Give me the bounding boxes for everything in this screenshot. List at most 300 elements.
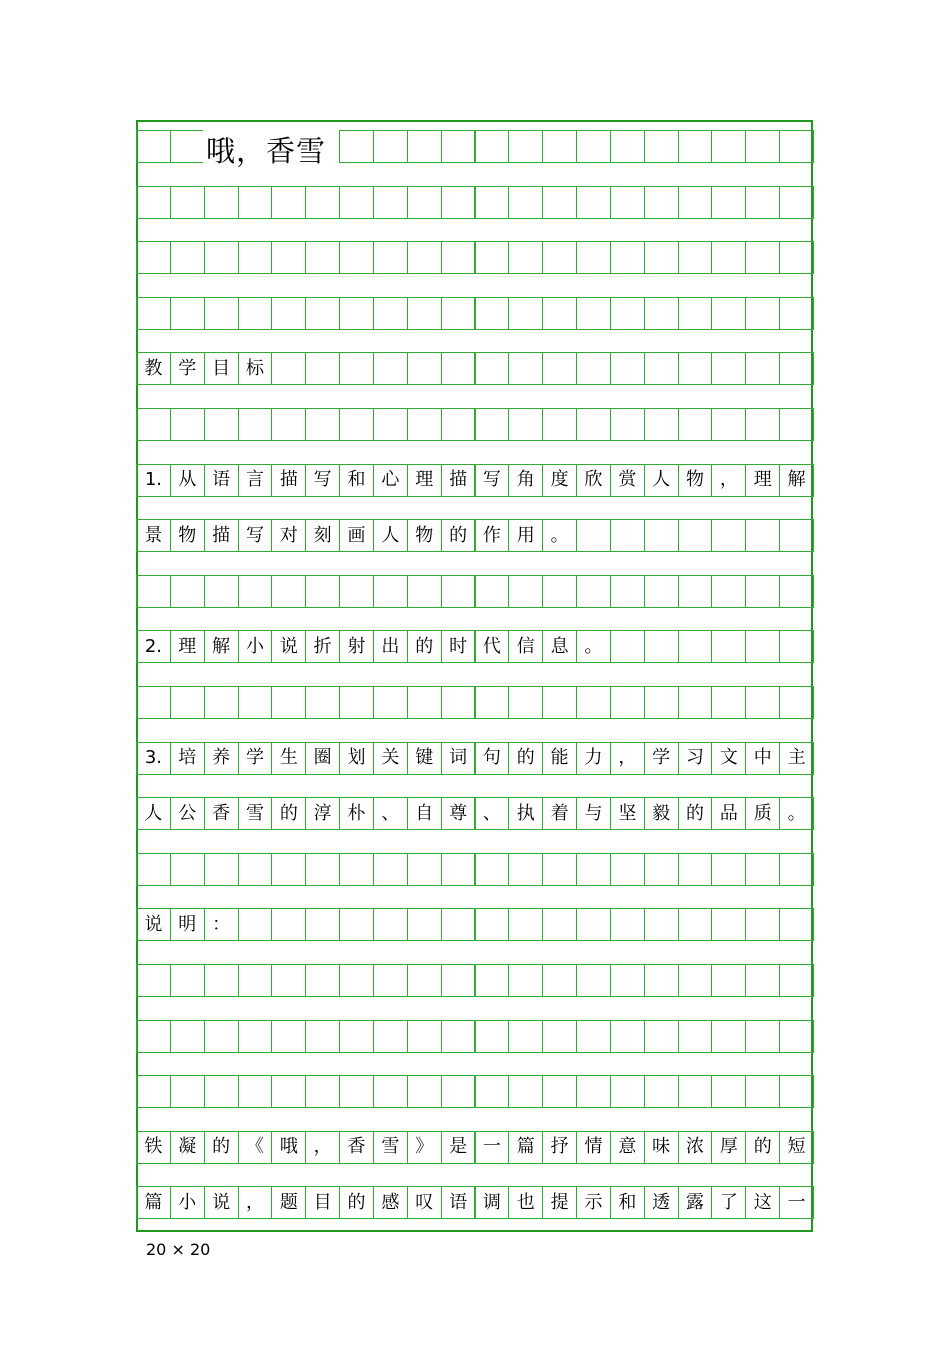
grid-cell: 一: [779, 1186, 814, 1219]
grid-cell: [745, 130, 780, 163]
grid-cell: [475, 1075, 510, 1108]
grid-cell: [779, 241, 814, 274]
grid-cell: [711, 186, 746, 219]
grid-cell: [711, 297, 746, 330]
grid-cell: [678, 519, 713, 552]
grid-cell: [745, 1020, 780, 1053]
grid-cell: 折: [305, 630, 340, 663]
grid-cell: [711, 575, 746, 608]
grid-cell: [170, 408, 205, 441]
grid-cell: [542, 130, 577, 163]
grid-cell: [779, 130, 814, 163]
grid-cell: [475, 241, 510, 274]
grid-cell: 写: [475, 464, 510, 497]
grid-cell: [542, 297, 577, 330]
grid-cell: 调: [475, 1186, 510, 1219]
grid-cell: 提: [542, 1186, 577, 1219]
grid-cell: 味: [644, 1131, 679, 1164]
grid-cell: [407, 686, 442, 719]
grid-cell: [576, 575, 611, 608]
grid-cell: [542, 964, 577, 997]
grid-cell: 厚: [711, 1131, 746, 1164]
grid-cell: 哦: [271, 1131, 306, 1164]
grid-cell: [508, 853, 543, 886]
grid-cell: [305, 1020, 340, 1053]
grid-cell: 度: [542, 464, 577, 497]
grid-cell: [576, 352, 611, 385]
grid-cell: [576, 964, 611, 997]
grid-cell: [610, 519, 645, 552]
grid-cell: [441, 408, 476, 441]
grid-cell: [407, 1075, 442, 1108]
grid-cell: [610, 1075, 645, 1108]
grid-cell: [271, 352, 306, 385]
grid-cell: [576, 241, 611, 274]
grid-cell: 朴: [339, 797, 374, 830]
grid-cell: 的: [678, 797, 713, 830]
grid-cell: 角: [508, 464, 543, 497]
grid-cell: [644, 630, 679, 663]
grid-cell: [644, 130, 679, 163]
grid-cell: [644, 1075, 679, 1108]
grid-cell: [441, 241, 476, 274]
grid-cell: 关: [373, 742, 408, 775]
grid-cell: [678, 630, 713, 663]
grid-cell: [170, 575, 205, 608]
grid-cell: [271, 686, 306, 719]
grid-cell: 质: [745, 797, 780, 830]
grid-cell: [711, 130, 746, 163]
grid-cell: 人: [373, 519, 408, 552]
grid-cell: [779, 519, 814, 552]
grid-cell: 铁: [136, 1131, 171, 1164]
grid-cell: [305, 686, 340, 719]
grid-cell: [238, 686, 273, 719]
grid-cell: 人: [136, 797, 171, 830]
grid-cell: 和: [610, 1186, 645, 1219]
grid-cell: [407, 575, 442, 608]
grid-cell: [373, 1075, 408, 1108]
grid-cell: [238, 1020, 273, 1053]
grid-cell: 目: [204, 352, 239, 385]
grid-cell: [204, 964, 239, 997]
grid-cell: 物: [678, 464, 713, 497]
grid-cell: [678, 908, 713, 941]
grid-cell: [711, 630, 746, 663]
grid-cell: [271, 186, 306, 219]
grid-cell: [407, 908, 442, 941]
grid-cell: 《: [238, 1131, 273, 1164]
grid-cell: [711, 1075, 746, 1108]
grid-cell: [441, 130, 476, 163]
grid-cell: [779, 297, 814, 330]
grid-cell: [204, 408, 239, 441]
grid-cell: [373, 352, 408, 385]
grid-cell: [678, 241, 713, 274]
grid-cell: [610, 575, 645, 608]
grid-cell: 圈: [305, 742, 340, 775]
grid-cell: [238, 186, 273, 219]
grid-cell: 用: [508, 519, 543, 552]
grid-cell: [678, 130, 713, 163]
grid-cell: [678, 352, 713, 385]
grid-cell: 感: [373, 1186, 408, 1219]
grid-cell: 的: [271, 797, 306, 830]
grid-cell: 说: [271, 630, 306, 663]
grid-cell: [373, 575, 408, 608]
grid-cell: [576, 686, 611, 719]
grid-cell: 息: [542, 630, 577, 663]
grid-cell: 习: [678, 742, 713, 775]
grid-cell: [441, 352, 476, 385]
grid-cell: [441, 686, 476, 719]
grid-cell: 力: [576, 742, 611, 775]
grid-cell: [508, 130, 543, 163]
grid-cell: [644, 908, 679, 941]
grid-cell: [271, 908, 306, 941]
grid-cell: 学: [170, 352, 205, 385]
grid-cell: [678, 853, 713, 886]
grid-cell: [644, 241, 679, 274]
grid-cell: 能: [542, 742, 577, 775]
grid-cell: 毅: [644, 797, 679, 830]
grid-cell: [339, 908, 374, 941]
grid-cell: 语: [441, 1186, 476, 1219]
grid-cell: 公: [170, 797, 205, 830]
grid-cell: [745, 686, 780, 719]
grid-cell: [475, 686, 510, 719]
grid-cell: [508, 408, 543, 441]
grid-cell: [508, 1075, 543, 1108]
grid-cell: [711, 964, 746, 997]
grid-cell: [711, 908, 746, 941]
grid-cell: [441, 1020, 476, 1053]
grid-cell: [779, 575, 814, 608]
grid-size-label: 20 × 20: [146, 1240, 211, 1259]
grid-cell: [238, 908, 273, 941]
grid-cell: [745, 352, 780, 385]
grid-cell: [170, 297, 205, 330]
grid-cell: 执: [508, 797, 543, 830]
grid-cell: [373, 408, 408, 441]
grid-cell: [576, 908, 611, 941]
grid-cell: 的: [508, 742, 543, 775]
grid-cell: [745, 297, 780, 330]
grid-cell: [373, 908, 408, 941]
grid-cell: 叹: [407, 1186, 442, 1219]
grid-cell: [170, 186, 205, 219]
grid-cell: 雪: [373, 1131, 408, 1164]
grid-cell: 言: [238, 464, 273, 497]
grid-cell: [508, 352, 543, 385]
grid-cell: [711, 241, 746, 274]
grid-cell: 篇: [508, 1131, 543, 1164]
grid-cell: [441, 1075, 476, 1108]
grid-cell: [576, 297, 611, 330]
grid-cell: 理: [170, 630, 205, 663]
grid-cell: [644, 186, 679, 219]
grid-cell: [644, 575, 679, 608]
grid-cell: 语: [204, 464, 239, 497]
grid-cell: [204, 686, 239, 719]
grid-cell: [542, 352, 577, 385]
grid-cell: [271, 964, 306, 997]
grid-cell: [305, 853, 340, 886]
grid-cell: [475, 297, 510, 330]
grid-cell: [271, 1020, 306, 1053]
grid-cell: [339, 241, 374, 274]
grid-cell: [711, 1020, 746, 1053]
grid-cell: 句: [475, 742, 510, 775]
grid-cell: [339, 352, 374, 385]
grid-cell: [508, 1020, 543, 1053]
grid-cell: [373, 186, 408, 219]
grid-cell: [610, 1020, 645, 1053]
grid-cell: [475, 352, 510, 385]
grid-cell: 2.: [136, 630, 171, 663]
grid-cell: [305, 964, 340, 997]
grid-cell: [678, 575, 713, 608]
grid-cell: 一: [475, 1131, 510, 1164]
grid-cell: [779, 630, 814, 663]
grid-cell: [610, 908, 645, 941]
grid-cell: 。: [779, 797, 814, 830]
grid-cell: 主: [779, 742, 814, 775]
grid-cell: [610, 130, 645, 163]
grid-cell: ，: [305, 1131, 340, 1164]
grid-cell: ：: [204, 908, 239, 941]
grid-cell: [644, 1020, 679, 1053]
grid-cell: [542, 686, 577, 719]
grid-cell: [678, 964, 713, 997]
grid-cell: [576, 519, 611, 552]
grid-cell: [407, 130, 442, 163]
grid-cell: [136, 575, 171, 608]
grid-cell: [475, 908, 510, 941]
grid-cell: ，: [238, 1186, 273, 1219]
grid-cell: [678, 1075, 713, 1108]
grid-cell: 物: [170, 519, 205, 552]
grid-cell: [441, 964, 476, 997]
grid-cell: 透: [644, 1186, 679, 1219]
grid-cell: 对: [271, 519, 306, 552]
grid-cell: [678, 686, 713, 719]
grid-cell: [644, 297, 679, 330]
grid-cell: 这: [745, 1186, 780, 1219]
grid-cell: [508, 297, 543, 330]
grid-cell: [610, 964, 645, 997]
grid-cell: [441, 908, 476, 941]
grid-cell: 明: [170, 908, 205, 941]
grid-cell: [339, 186, 374, 219]
grid-cell: [170, 686, 205, 719]
grid-cell: [204, 241, 239, 274]
grid-cell: [204, 297, 239, 330]
grid-cell: 信: [508, 630, 543, 663]
grid-cell: [610, 186, 645, 219]
grid-cell: 小: [170, 1186, 205, 1219]
grid-cell: [136, 964, 171, 997]
grid-cell: [745, 408, 780, 441]
grid-cell: [441, 853, 476, 886]
grid-cell: [745, 853, 780, 886]
grid-cell: 写: [305, 464, 340, 497]
grid-cell: 3.: [136, 742, 171, 775]
grid-cell: 短: [779, 1131, 814, 1164]
grid-cell: [508, 575, 543, 608]
grid-cell: [542, 186, 577, 219]
grid-cell: [542, 1020, 577, 1053]
grid-cell: [136, 130, 171, 163]
grid-cell: 》: [407, 1131, 442, 1164]
grid-cell: ，: [711, 464, 746, 497]
grid-cell: 浓: [678, 1131, 713, 1164]
grid-cell: 描: [441, 464, 476, 497]
grid-cell: 养: [204, 742, 239, 775]
grid-cell: [610, 853, 645, 886]
grid-cell: [407, 853, 442, 886]
grid-cell: [373, 686, 408, 719]
grid-cell: [339, 964, 374, 997]
grid-cell: [542, 908, 577, 941]
grid-cell: [305, 297, 340, 330]
grid-cell: [576, 408, 611, 441]
grid-cell: [678, 1020, 713, 1053]
grid-cell: 标: [238, 352, 273, 385]
grid-cell: [136, 408, 171, 441]
grid-cell: 品: [711, 797, 746, 830]
grid-cell: [576, 853, 611, 886]
grid-cell: [407, 297, 442, 330]
grid-cell: [644, 519, 679, 552]
grid-cell: [305, 186, 340, 219]
grid-cell: [475, 408, 510, 441]
grid-cell: [779, 908, 814, 941]
grid-cell: 。: [542, 519, 577, 552]
grid-cell: [508, 908, 543, 941]
grid-cell: [170, 964, 205, 997]
grid-cell: [542, 408, 577, 441]
grid-cell: 赏: [610, 464, 645, 497]
grid-cell: [610, 630, 645, 663]
grid-cell: 意: [610, 1131, 645, 1164]
grid-cell: [339, 297, 374, 330]
grid-cell: 心: [373, 464, 408, 497]
grid-cell: 篇: [136, 1186, 171, 1219]
grid-cell: [745, 186, 780, 219]
grid-cell: 和: [339, 464, 374, 497]
grid-cell: [745, 241, 780, 274]
grid-cell: [441, 297, 476, 330]
grid-cell: [339, 130, 374, 163]
grid-cell: 词: [441, 742, 476, 775]
grid-cell: [475, 575, 510, 608]
grid-cell: [644, 352, 679, 385]
grid-cell: [542, 853, 577, 886]
grid-cell: 露: [678, 1186, 713, 1219]
grid-cell: 学: [238, 742, 273, 775]
grid-cell: [576, 186, 611, 219]
grid-cell: 是: [441, 1131, 476, 1164]
grid-cell: 键: [407, 742, 442, 775]
grid-cell: 题: [271, 1186, 306, 1219]
grid-cell: [508, 964, 543, 997]
grid-cell: 凝: [170, 1131, 205, 1164]
grid-cell: [271, 853, 306, 886]
grid-cell: [407, 352, 442, 385]
grid-cell: [305, 241, 340, 274]
grid-cell: [475, 964, 510, 997]
grid-cell: [339, 575, 374, 608]
grid-cell: 与: [576, 797, 611, 830]
grid-cell: [779, 1020, 814, 1053]
grid-cell: [542, 241, 577, 274]
grid-cell: [136, 186, 171, 219]
grid-cell: 说: [136, 908, 171, 941]
grid-cell: 时: [441, 630, 476, 663]
grid-cell: [373, 297, 408, 330]
grid-cell: 的: [407, 630, 442, 663]
grid-cell: [711, 408, 746, 441]
grid-cell: 解: [779, 464, 814, 497]
grid-cell: [711, 853, 746, 886]
grid-cell: ，: [610, 742, 645, 775]
grid-cell: 自: [407, 797, 442, 830]
grid-cell: [339, 686, 374, 719]
grid-cell: 理: [745, 464, 780, 497]
grid-cell: [745, 964, 780, 997]
grid-cell: 描: [204, 519, 239, 552]
grid-cell: [745, 1075, 780, 1108]
grid-cell: [407, 241, 442, 274]
grid-cell: 说: [204, 1186, 239, 1219]
grid-cell: [271, 241, 306, 274]
grid-cell: [407, 186, 442, 219]
grid-cell: [745, 908, 780, 941]
grid-cell: 淳: [305, 797, 340, 830]
grid-cell: [271, 1075, 306, 1108]
grid-cell: [542, 1075, 577, 1108]
grid-cell: 射: [339, 630, 374, 663]
grid-cell: [745, 575, 780, 608]
grid-cell: [678, 408, 713, 441]
grid-cell: [339, 408, 374, 441]
grid-cell: [305, 408, 340, 441]
grid-cell: 示: [576, 1186, 611, 1219]
grid-cell: 抒: [542, 1131, 577, 1164]
grid-cell: [678, 297, 713, 330]
grid-cell: [238, 1075, 273, 1108]
grid-cell: 目: [305, 1186, 340, 1219]
grid-cell: [170, 241, 205, 274]
grid-cell: 描: [271, 464, 306, 497]
grid-cell: [136, 853, 171, 886]
grid-cell: [238, 297, 273, 330]
grid-cell: [475, 853, 510, 886]
grid-cell: 划: [339, 742, 374, 775]
grid-cell: [610, 408, 645, 441]
grid-cell: [779, 686, 814, 719]
character-grid: [136, 120, 813, 1232]
grid-cell: 香: [204, 797, 239, 830]
grid-cell: 出: [373, 630, 408, 663]
grid-cell: [711, 352, 746, 385]
grid-cell: [508, 241, 543, 274]
grid-cell: [136, 686, 171, 719]
grid-cell: 教: [136, 352, 171, 385]
grid-cell: [373, 241, 408, 274]
grid-cell: [508, 186, 543, 219]
